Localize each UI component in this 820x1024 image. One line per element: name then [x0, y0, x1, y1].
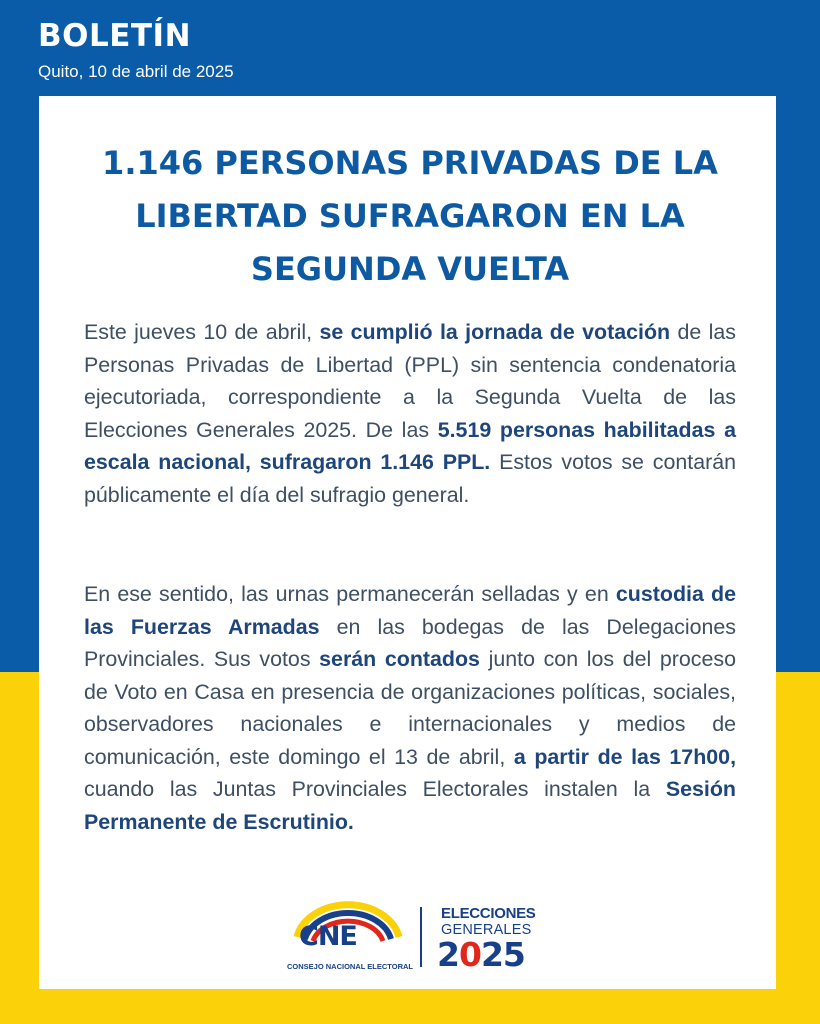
body-paragraph-2: [84, 578, 736, 838]
bold-run: serán contados: [319, 647, 480, 671]
generales-label: GENERALES: [441, 922, 532, 938]
text-run: En ese sentido, las urnas permanecerán selladas y en: [84, 582, 616, 606]
footer-logos: [285, 893, 545, 975]
year-part-accent: 0: [458, 935, 481, 974]
bulletin-date: Quito, 10 de abril de 2025: [38, 62, 234, 81]
year-label: [437, 935, 525, 974]
text-run: Este jueves 10 de abril,: [84, 320, 320, 344]
bold-run: se cumplió la jornada de votación: [319, 320, 671, 344]
bulletin-title: BOLETÍN: [38, 18, 192, 54]
logo-divider: [420, 907, 422, 967]
year-part: 25: [480, 935, 525, 974]
text-run: junto con los del proceso de Voto en Casa en presencia de organizaciones políticas, sociales, observadores nacionales e internacionales y medios de comunicación, este domingo el 13 de abril,: [84, 647, 736, 769]
cne-subtitle: CONSEJO NACIONAL ELECTORAL: [287, 962, 413, 971]
text-run: de las Personas Privadas de Libertad (PPL) sin sentencia condenatoria ejecutoriada, correspondiente a la Segunda Vuelta de las Elecciones Generales 2025. De las: [84, 320, 736, 442]
bold-run: Sesión Permanente de Escrutinio.: [84, 777, 736, 834]
text-run: en las bodegas de las Delegaciones Provinciales. Sus votos: [84, 614, 737, 671]
text-run: cuando las Juntas Provinciales Electorales instalen la: [84, 777, 666, 801]
bold-run: custodia de las Fuerzas Armadas: [84, 582, 736, 639]
elecciones-label: ELECCIONES: [441, 905, 536, 922]
year-part: 2: [437, 935, 459, 974]
cne-logo-text: CNE: [299, 921, 357, 952]
bold-run: 5.519 personas habilitadas a escala nacional, sufragaron 1.146 PPL.: [84, 417, 736, 474]
body-paragraph-1: [84, 316, 736, 511]
text-run: Estos votos se contarán públicamente el día del sufragio general.: [84, 450, 737, 507]
bold-run: a partir de las 17h00,: [513, 744, 737, 769]
headline: 1.146 PERSONAS PRIVADAS DE LA LIBERTAD SUFRAGARON EN LA SEGUNDA VUELTA: [102, 144, 718, 288]
